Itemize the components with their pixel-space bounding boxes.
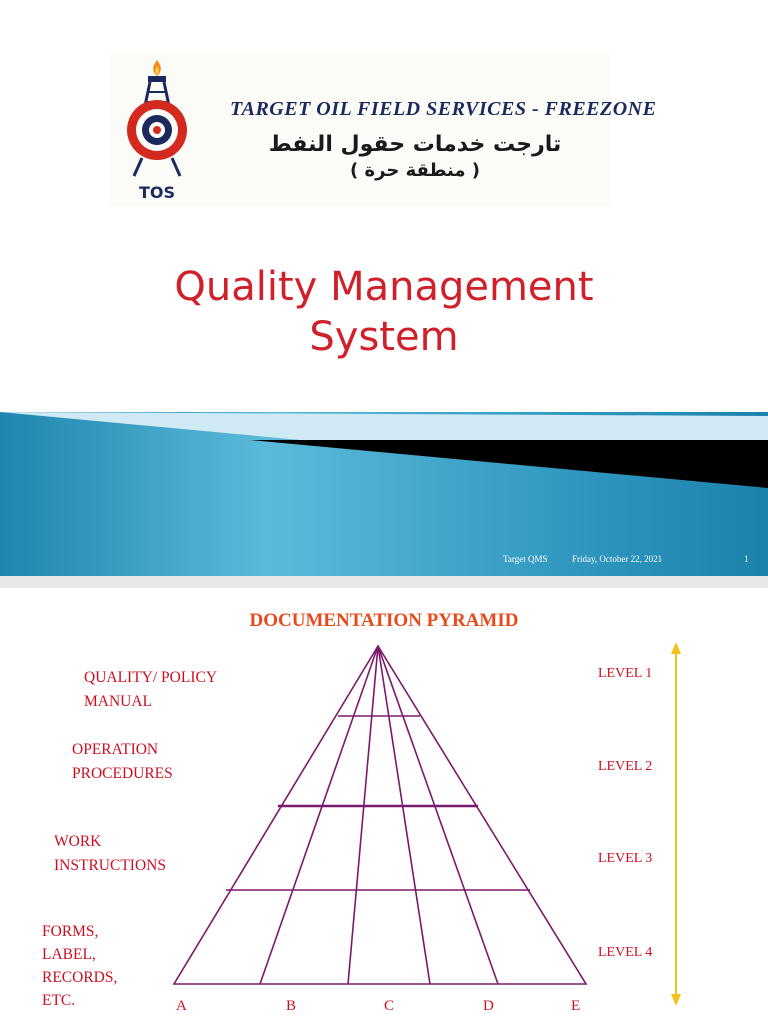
level-2-label: LEVEL 2 — [598, 759, 653, 774]
level-1-label: LEVEL 1 — [598, 666, 653, 681]
logo-monogram: TOS — [138, 183, 176, 202]
decorative-band — [0, 412, 768, 576]
slide-title-line1: Quality Management — [174, 264, 594, 310]
tier3-label: WORK INSTRUCTIONS — [54, 833, 166, 874]
level-3-label: LEVEL 3 — [598, 851, 653, 866]
column-label-a: A — [176, 998, 187, 1014]
pyramid-ray-c-left — [348, 646, 378, 984]
company-name-en: TARGET OIL FIELD SERVICES - FREEZONE — [230, 98, 657, 120]
pyramid-title: DOCUMENTATION PYRAMID — [249, 610, 519, 631]
slide-title-line2: System — [309, 314, 459, 360]
pyramid-ray-b — [260, 646, 378, 984]
footer-left: Target QMS — [503, 554, 548, 564]
pyramid-ray-d — [378, 646, 498, 984]
footer-page-number: 1 — [744, 554, 749, 564]
slide-separator — [0, 576, 768, 588]
company-freezone-ar: ( منطقة حرة ) — [350, 160, 480, 181]
column-label-d: D — [483, 998, 494, 1014]
tier1-label: QUALITY/ POLICY MANUAL — [84, 669, 218, 710]
pyramid-ray-c-right — [378, 646, 430, 984]
level-4-label: LEVEL 4 — [598, 945, 653, 960]
slide-title — [0, 262, 768, 362]
tier4-label: FORMS, LABEL, RECORDS, ETC. — [42, 923, 118, 1009]
pyramid-slide — [0, 588, 768, 1024]
company-name-ar: تارجت خدمات حقول النفط — [268, 132, 562, 157]
level-arrow-icon — [671, 642, 681, 1006]
tier2-label: OPERATION PROCEDURES — [72, 741, 173, 782]
footer-date: Friday, October 22, 2021 — [572, 554, 663, 564]
column-label-c: C — [384, 998, 395, 1014]
tos-logo-icon — [118, 58, 196, 202]
pyramid-outline — [174, 646, 586, 984]
column-label-b: B — [286, 998, 297, 1014]
column-label-e: E — [571, 998, 581, 1014]
